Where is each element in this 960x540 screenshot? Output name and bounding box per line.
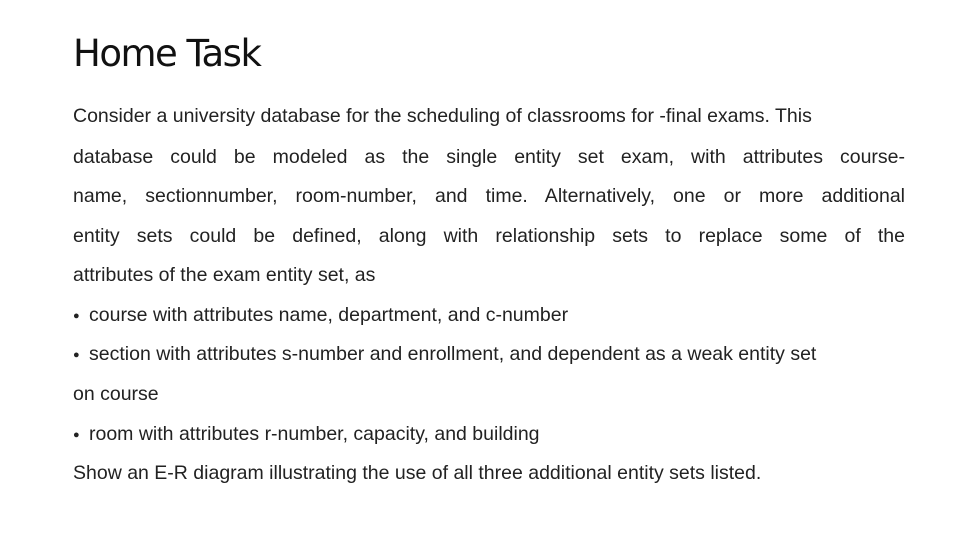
paragraph-line-4: entity sets could be defined, along with relationship sets to replace some of the xyxy=(73,225,905,247)
bullet-dot-icon: ● xyxy=(73,349,80,361)
bullet-continuation: on course xyxy=(73,383,159,405)
closing-instruction: Show an E-R diagram illustrating the use of all three additional entity sets listed. xyxy=(73,462,762,484)
bullet-item-room xyxy=(73,422,905,447)
bullet-text: course with attributes name, department, and c-number xyxy=(89,304,569,326)
paragraph-line-5: attributes of the exam entity set, as xyxy=(73,264,376,286)
paragraph-line-2: database could be modeled as the single entity set exam, with attributes course- xyxy=(73,146,905,168)
bullet-item-course xyxy=(73,303,905,328)
bullet-text: room with attributes r-number, capacity, and building xyxy=(89,423,540,445)
bullet-item-section xyxy=(73,342,905,367)
slide-title: Home Task xyxy=(73,32,261,75)
paragraph-line-3: name, sectionnumber, room-number, and time. Alternatively, one or more additional xyxy=(73,185,905,207)
paragraph-line-1: Consider a university database for the scheduling of classrooms for -final exams. This xyxy=(73,105,812,127)
bullet-dot-icon: ● xyxy=(73,310,80,322)
bullet-dot-icon: ● xyxy=(73,429,80,441)
bullet-text: section with attributes s-number and enrollment, and dependent as a weak entity set xyxy=(89,343,817,365)
